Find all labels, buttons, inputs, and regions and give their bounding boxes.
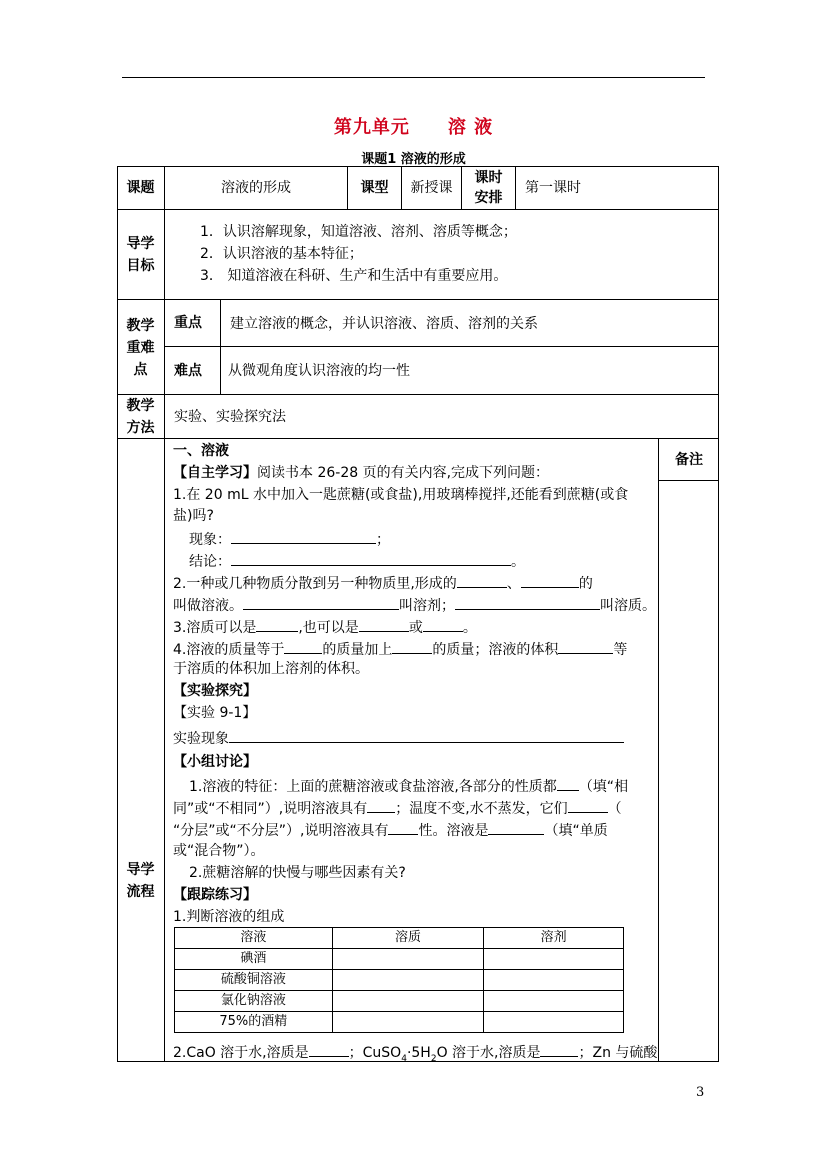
question-4-line-2: 于溶质的体积加上溶剂的体积。 [173,661,369,677]
p2-part-c: ·5H [406,1045,431,1061]
solution-name-cell: 硫酸铜溶液 [175,970,333,991]
solute-cell[interactable] [332,991,484,1012]
explore-tag: 【实验探究】 [173,683,257,699]
q2-part-c: 叫做溶液。 [173,598,243,614]
d1-part-g: 性。溶液是 [418,823,489,839]
solute-cell[interactable] [332,1012,484,1033]
solution-name-cell: 碘酒 [175,949,333,970]
question-4-line-1 [173,638,627,660]
self-study-text: 阅读书本 26-28 页的有关内容,完成下列问题： [257,465,550,481]
p2-subscript-2: 2 [430,1053,437,1064]
keypoints-label-3: 点 [133,362,148,378]
page-number: 3 [696,1085,705,1100]
question-1b: 盐)吗? [173,508,214,524]
d1-part-c: 同”或“不相同”）,说明溶液具有 [173,801,368,817]
focus-label: 重点 [174,315,202,331]
unit-title [0,113,827,139]
experiment-result-blank[interactable] [229,727,624,743]
goal-item-3: 3． 知道溶液在科研、生产和生活中有重要应用。 [200,268,508,284]
experiment-result-line [173,727,624,749]
solvent-cell[interactable] [484,991,624,1012]
experiment-result-label: 实验现象 [173,731,229,747]
table-row [175,1012,624,1033]
phenomenon-label: 现象： [189,532,231,548]
q3-blank-2[interactable] [359,616,409,632]
difficulty-text: 从微观角度认识溶液的均一性 [228,363,410,379]
question-1a: 1.在 20 mL 水中加入一匙蔗糖(或食盐),用玻璃棒搅拌,还能看到蔗糖(或食 [173,487,629,503]
d1-blank-1[interactable] [557,775,579,791]
d1-blank-3[interactable] [568,797,608,813]
table-row [175,970,624,991]
discuss-1-line-1 [189,775,628,797]
method-label-2: 方法 [126,420,155,436]
question-2-line-2 [173,594,656,616]
label-type: 课型 [360,180,389,196]
header-rule [122,77,705,78]
unit-title-right: 溶 液 [447,117,494,138]
d1-part-d: ；温度不变,水不蒸发，它们 [395,801,568,817]
q2-part-b: 的 [578,576,593,592]
d1-blank-2[interactable] [367,797,395,813]
q2-part-d: 叫溶剂； [399,598,455,614]
time-value: 第一课时 [525,180,581,196]
solute-cell[interactable] [332,970,484,991]
q2-part-a: 2.一种或几种物质分散到另一种物质里,形成的 [173,576,457,592]
label-time-1: 课时 [474,170,503,186]
goals-label-1: 导学 [126,236,155,252]
conclusion-blank[interactable] [231,550,511,566]
keypoints-label-1: 教学 [126,318,155,334]
question-2-line-1 [173,572,593,594]
p2-subscript-1: 4 [401,1053,407,1064]
q3-period: 。 [462,620,477,636]
d1-blank-4[interactable] [388,819,418,835]
q2-blank-1[interactable] [457,572,507,588]
phenomenon-blank[interactable] [231,528,376,544]
q4-blank-2[interactable] [392,638,432,654]
label-topic: 课题 [126,180,155,196]
goal-item-1: 1．认识溶解现象，知道溶液、溶剂、溶质等概念； [200,224,517,240]
p2-blank-1[interactable] [309,1041,349,1057]
discuss-1-line-2 [173,797,622,819]
discuss-1-line-3 [173,819,608,841]
q4-part-c: 的质量；溶液的体积 [432,642,559,658]
d1-part-f: “分层”或“不分层”）,说明溶液具有 [173,823,389,839]
q4-part-a: 4.溶液的质量等于 [173,642,285,658]
table-header-cell: 溶质 [332,928,484,949]
conclusion-line [189,550,525,572]
q4-part-d: 等 [613,642,628,658]
solute-cell[interactable] [332,949,484,970]
self-study-line [173,463,549,483]
conclusion-label: 结论： [189,554,231,570]
solution-name-cell: 氯化钠溶液 [175,991,333,1012]
q2-part-e: 叫溶质。 [600,598,656,614]
flow-label-1: 导学 [126,862,155,878]
label-time-2: 安排 [474,190,503,206]
flow-label-2: 流程 [126,884,155,900]
type-value: 新授课 [410,180,453,196]
p2-part-b: ；CuSO [348,1045,402,1061]
d1-part-h: （填“单质 [544,823,608,839]
solvent-cell[interactable] [484,1012,624,1033]
phenomenon-line [189,528,390,550]
section-solution: 一、溶液 [173,443,229,459]
lesson-subtitle: 课题1 溶液的形成 [361,152,466,167]
goals-label-2: 目标 [126,258,155,274]
d1-part-b: （填“相 [578,779,629,795]
d1-part-a: 1.溶液的特征：上面的蔗糖溶液或食盐溶液,各部分的性质都 [189,779,557,795]
q3-part-b: ,也可以是 [298,620,359,636]
solution-name-cell: 75%的酒精 [175,1012,333,1033]
phenomenon-semicolon: ； [376,532,390,548]
unit-title-left: 第九单元 [333,117,410,138]
q2-blank-4[interactable] [455,594,600,610]
solvent-cell[interactable] [484,970,624,991]
method-label-1: 教学 [126,398,155,414]
q2-separator: 、 [506,576,521,592]
table-header-row [175,928,624,949]
p2-blank-2[interactable] [540,1041,578,1057]
focus-text: 建立溶液的概念，并认识溶液、溶质、溶剂的关系 [230,316,538,332]
method-text: 实验、实验探究法 [174,409,286,425]
difficulty-label: 难点 [174,363,202,379]
table-row [175,949,624,970]
experiment-tag: 【实验 9-1】 [173,705,257,721]
q3-part-a: 3.溶质可以是 [173,620,257,636]
q2-blank-3[interactable] [243,594,399,610]
practice-2-line [173,1041,657,1069]
discuss-tag: 【小组讨论】 [173,754,257,770]
d1-part-e: （ [607,801,622,817]
question-3-line [173,616,477,638]
q4-blank-3[interactable] [558,638,613,654]
discuss-2: 2.蔗糖溶解的快慢与哪些因素有关? [189,865,406,881]
p2-part-d: O 溶于水,溶质是 [436,1045,541,1061]
d1-blank-5[interactable] [488,819,544,835]
p2-part-a: 2.CaO 溶于水,溶质是 [173,1045,309,1061]
practice-1: 1.判断溶液的组成 [173,909,285,925]
table-row [175,991,624,1012]
keypoints-label-2: 重难 [126,340,155,356]
q3-blank-3[interactable] [423,616,463,632]
conclusion-period: 。 [511,554,525,570]
table-header-cell: 溶液 [175,928,333,949]
q4-part-b: 的质量加上 [322,642,393,658]
discuss-1-line-4: 或“混合物”）。 [173,843,265,859]
practice-tag: 【跟踪练习】 [173,887,257,903]
q3-blank-1[interactable] [256,616,298,632]
q2-blank-2[interactable] [521,572,579,588]
solvent-cell[interactable] [484,949,624,970]
table-header-cell: 溶剂 [484,928,624,949]
goal-item-2: 2．认识溶液的基本特征； [200,246,363,262]
self-study-tag: 【自主学习】 [173,465,257,481]
composition-table [174,927,624,1033]
q3-part-c: 或 [408,620,423,636]
q4-blank-1[interactable] [284,638,322,654]
p2-part-e: ；Zn 与硫酸 [578,1045,658,1061]
remark-label: 备注 [675,452,703,468]
topic-value: 溶液的形成 [221,180,291,196]
